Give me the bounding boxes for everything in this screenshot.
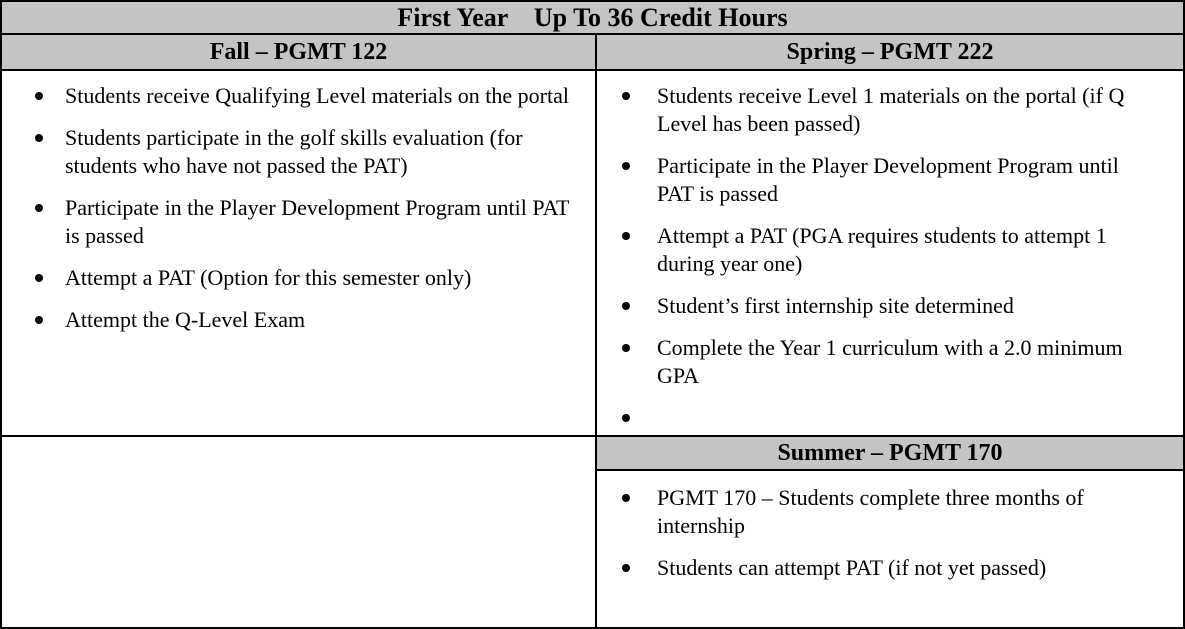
- spring-list: [597, 71, 1183, 432]
- list-item-text: PGMT 170 – Students complete three months of internship: [657, 485, 1084, 538]
- fall-header: Fall – PGMT 122: [2, 35, 595, 69]
- summer-cell: [597, 471, 1183, 627]
- semester-header-row: [2, 35, 1183, 71]
- list-item-text: Student’s first internship site determined: [657, 293, 1014, 318]
- bullet-icon: [622, 302, 630, 310]
- list-item-text: Participate in the Player Development Program until PAT is passed: [65, 195, 570, 248]
- summer-row: [2, 437, 1183, 627]
- bullet-icon: [622, 564, 630, 572]
- bullet-icon: [622, 414, 630, 422]
- spring-header: Spring – PGMT 222: [595, 35, 1183, 69]
- list-item: [35, 124, 575, 180]
- list-item-text: Students participate in the golf skills evaluation (for students who have not passed the PAT): [65, 125, 523, 178]
- summer-column: [595, 437, 1183, 627]
- fall-spring-content-row: [2, 71, 1183, 437]
- fall-cell: [2, 71, 595, 435]
- list-item: [622, 484, 1127, 540]
- list-item: [622, 152, 1127, 208]
- bullet-icon: [35, 204, 43, 212]
- list-item: [622, 82, 1127, 138]
- list-item: [35, 264, 575, 292]
- bullet-icon: [622, 162, 630, 170]
- list-item-text: Attempt a PAT (Option for this semester only): [65, 265, 472, 290]
- list-item: [35, 82, 575, 110]
- list-item-text: Participate in the Player Development Program until PAT is passed: [657, 153, 1119, 206]
- list-item-text: Attempt a PAT (PGA requires students to attempt 1 during year one): [657, 223, 1107, 276]
- list-item: [35, 306, 575, 334]
- bullet-icon: [35, 316, 43, 324]
- summer-list: [597, 471, 1183, 582]
- summer-header: Summer – PGMT 170: [597, 437, 1183, 471]
- bullet-icon: [35, 274, 43, 282]
- bullet-icon: [622, 232, 630, 240]
- empty-cell: [2, 437, 595, 627]
- list-item-text: Students receive Qualifying Level materials on the portal: [65, 83, 570, 108]
- list-item: [622, 292, 1127, 320]
- list-item: [622, 222, 1127, 278]
- list-item-text: Attempt the Q-Level Exam: [65, 307, 306, 332]
- fall-list: [2, 71, 595, 334]
- bullet-icon: [35, 134, 43, 142]
- list-item: [622, 334, 1127, 390]
- list-item-text: Students receive Level 1 materials on the portal (if Q Level has been passed): [657, 83, 1125, 136]
- spring-cell: [595, 71, 1183, 435]
- bullet-icon: [622, 344, 630, 352]
- list-item-text: Students can attempt PAT (if not yet passed): [657, 555, 1047, 580]
- list-item-text: Complete the Year 1 curriculum with a 2.0 minimum GPA: [657, 335, 1123, 388]
- bullet-icon: [35, 92, 43, 100]
- list-item: [622, 554, 1127, 582]
- bullet-icon: [622, 494, 630, 502]
- list-item: [35, 194, 575, 250]
- list-item: [622, 404, 1127, 432]
- table-title: First Year Up To 36 Credit Hours: [2, 2, 1183, 35]
- bullet-icon: [622, 92, 630, 100]
